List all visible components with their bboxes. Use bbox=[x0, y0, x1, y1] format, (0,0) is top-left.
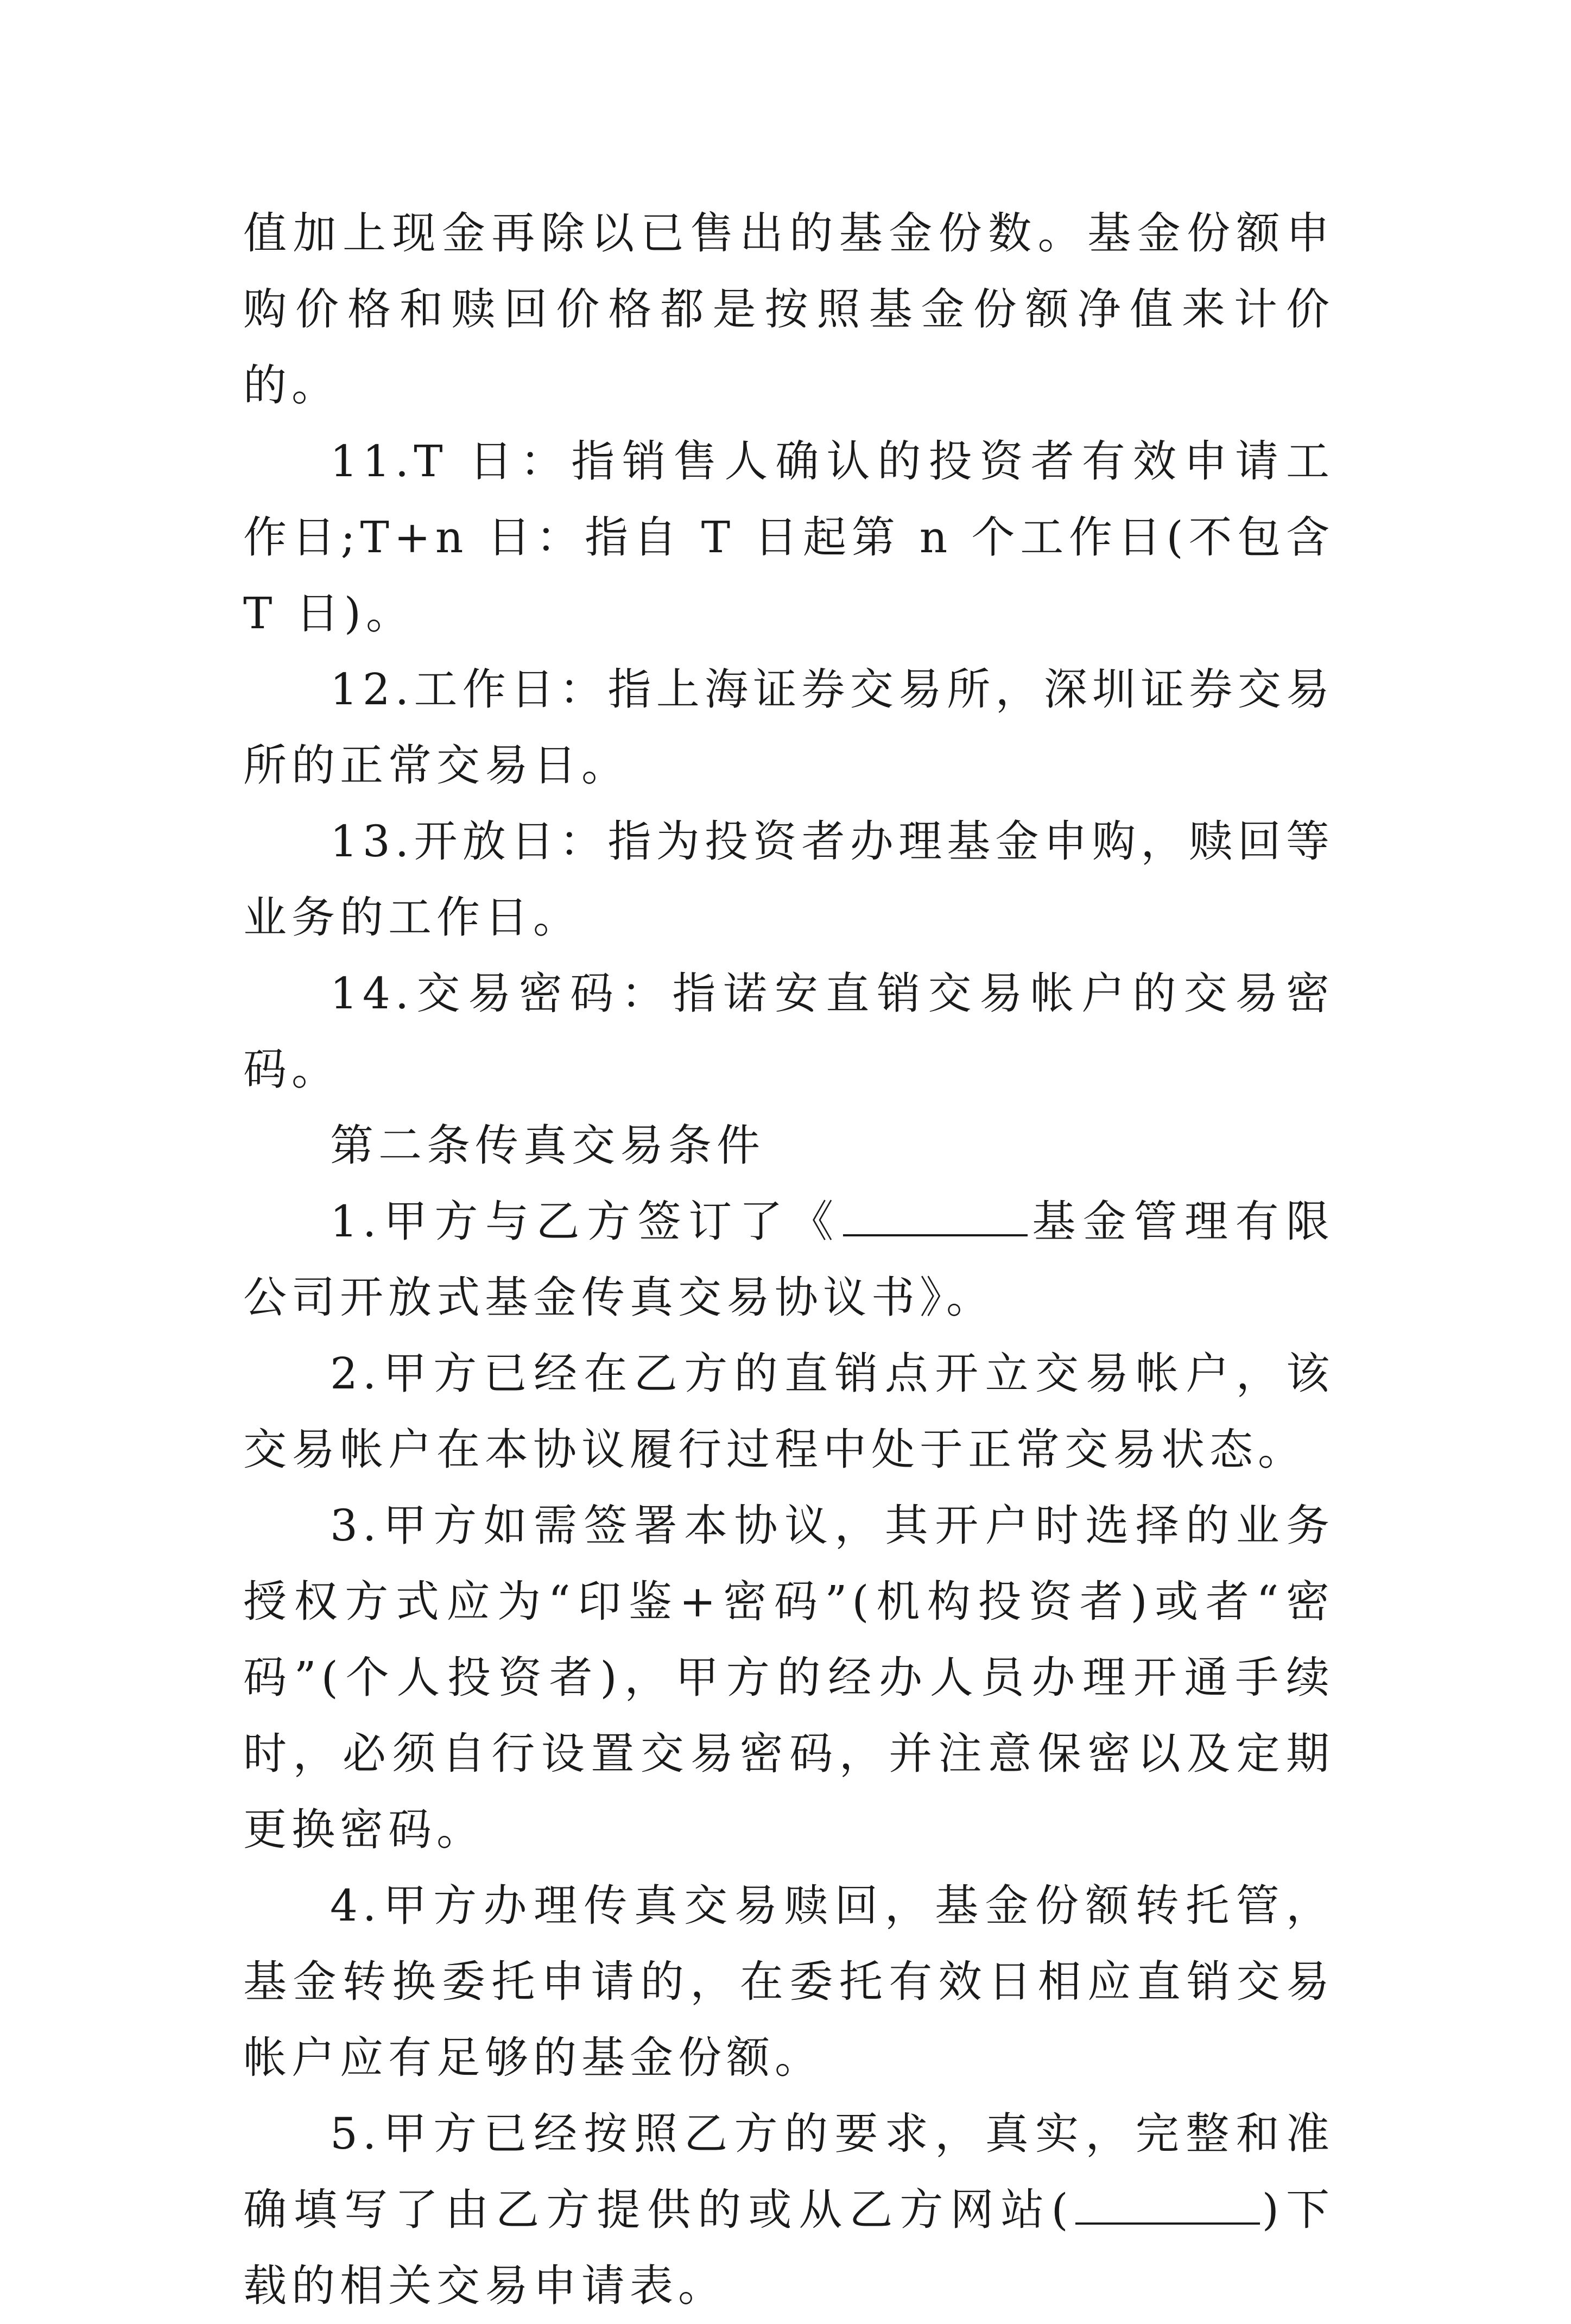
intro-line-2: 赎回价格都是按照基金份额净值来计价的。 bbox=[243, 284, 1335, 411]
condition-2: 2.甲方已经在乙方的直销点开立交易帐户，该交易帐户在本协议履行过程中处于正常交易状态。 bbox=[243, 1348, 1334, 1475]
intro-paragraph bbox=[243, 195, 1334, 424]
condition-1-before: 1.甲方与乙方签订了《 bbox=[330, 1196, 841, 1247]
condition-5-before: 5.甲方已经按照乙方的要求，真实，完整和准确填写了由乙方提供的或从乙方网站( bbox=[243, 2108, 1334, 2235]
document-body bbox=[243, 195, 1334, 2324]
section-heading: 第二条传真交易条件 bbox=[330, 1120, 765, 1171]
condition-3: 3.甲方如需签署本协议，其开户时选择的业务授权方式应为“印鉴+密码”(机构投资者)或者“密码”(个人投资者)，甲方的经办人员办理开通手续时，必须自行设置交易密码，并注意保密以及定期更换密码。 bbox=[243, 1500, 1334, 1855]
condition-1-after: 基金管理有限公司开放式基金传真交易协议书》。 bbox=[243, 1196, 1335, 1323]
definition-12: 12.工作日：指上海证券交易所，深圳证券交易所的正常交易日。 bbox=[243, 664, 1334, 791]
condition-4: 4.甲方办理传真交易赎回，基金份额转托管，基金转换委托申请的，在委托有效日相应直销交易帐户应有足够的基金份额。 bbox=[243, 1880, 1334, 2083]
definition-11: 11.T 日：指销售人确认的投资者有效申请工作日;T+n 日：指自 T 日起第 n 个工作日(不包含 T 日)。 bbox=[243, 436, 1334, 639]
fund-company-blank bbox=[843, 1191, 1028, 1236]
condition-5-after: )下载的相关交易申请表。 bbox=[243, 2184, 1334, 2311]
condition-1 bbox=[243, 1184, 1334, 1336]
definition-14: 14.交易密码：指诺安直销交易帐户的交易密码。 bbox=[243, 968, 1334, 1095]
website-blank bbox=[1075, 2179, 1260, 2225]
condition-5 bbox=[243, 2096, 1334, 2324]
definition-13: 13.开放日：指为投资者办理基金申购，赎回等业务的工作日。 bbox=[243, 816, 1334, 943]
intro-line-1: 值加上现金再除以已售出的基金份数。基金份额申购价格和 bbox=[243, 208, 1334, 334]
